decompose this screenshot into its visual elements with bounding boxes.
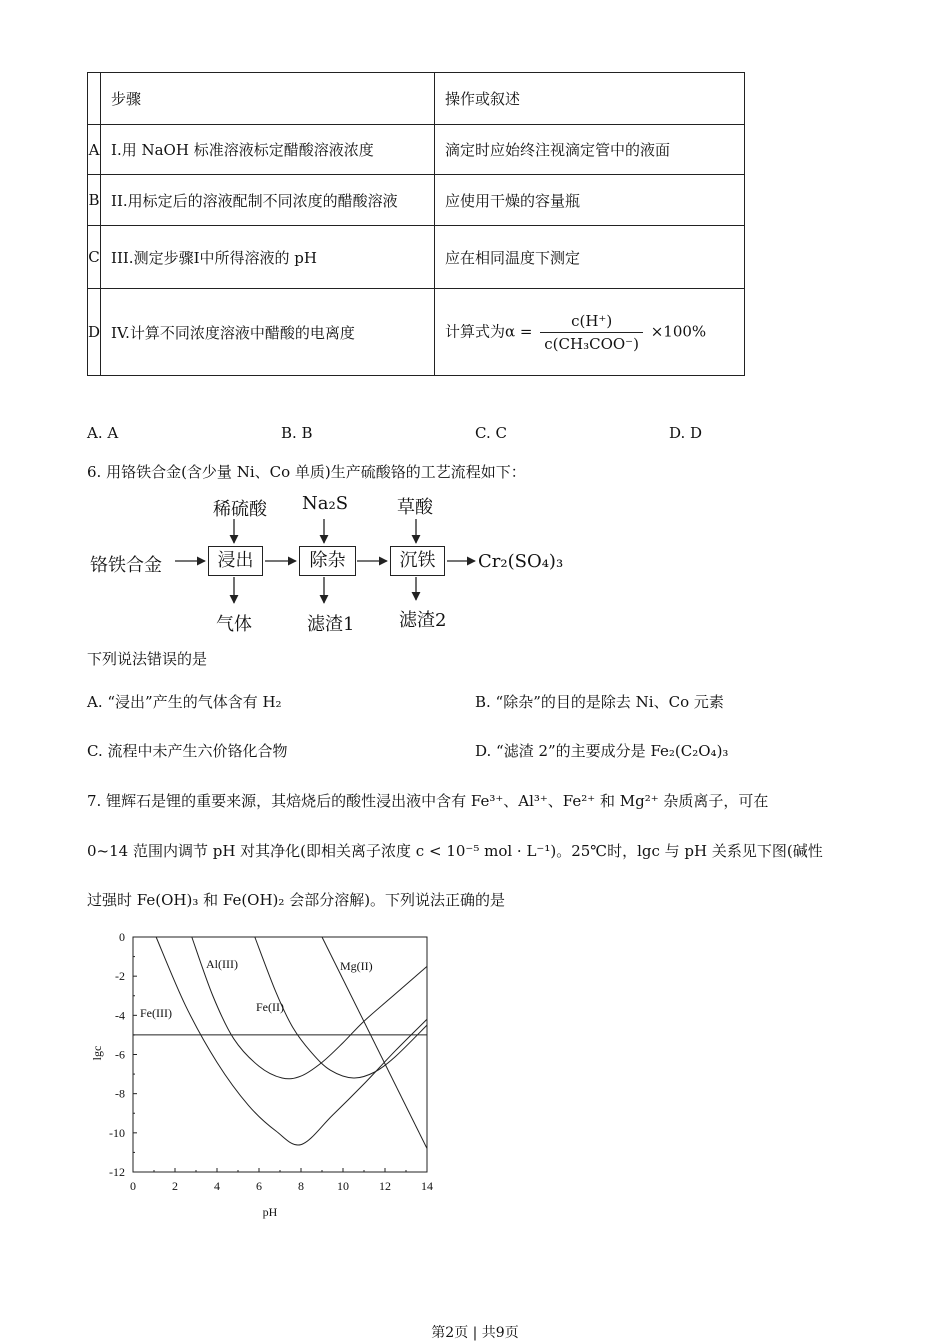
y-tick-label: -2 [115, 969, 125, 984]
row-op: 滴定时应始终注视滴定管中的液面 [435, 125, 745, 175]
series-label: Fe(III) [140, 1006, 172, 1020]
start-material: 铬铁合金 [90, 555, 162, 576]
fraction-numerator: c(H⁺) [540, 312, 643, 333]
row-letter: B [88, 175, 101, 226]
step-box-impurity-removal: 除杂 [299, 546, 356, 576]
series-line-mgii [322, 937, 427, 1149]
q7-line-1: 7. 锂辉石是锂的重要来源，其焙烧后的酸性浸出液中含有 Fe³⁺、Al³⁺、Fe²⁺ 和 Mg²⁺ 杂质离子，可在 [87, 792, 769, 810]
series-label: Fe(II) [256, 1000, 284, 1014]
fraction-denominator: c(CH₃COO⁻) [544, 334, 639, 353]
q6-prompt: 下列说法错误的是 [87, 650, 208, 668]
y-tick-label: -12 [109, 1165, 125, 1179]
x-tick-label: 12 [379, 1179, 391, 1193]
row-step: II.用标定后的溶液配制不同浓度的醋酸溶液 [101, 175, 435, 226]
step-box-iron-precipitation: 沉铁 [390, 546, 445, 576]
x-tick-label: 2 [172, 1179, 178, 1193]
q6-stem: 6. 用铬铁合金(含少量 Ni、Co 单质)生产硫酸铬的工艺流程如下： [87, 463, 526, 481]
q7-line-3: 过强时 Fe(OH)₃ 和 Fe(OH)₂ 会部分溶解)。下列说法正确的是 [87, 891, 506, 909]
q7-line-2: 0~14 范围内调节 pH 对其净化(即相关离子浓度 c < 10⁻⁵ mol · L⁻¹)。25℃时，lgc 与 pH 关系见下图(碱性 [87, 842, 823, 860]
reagent-na2s: Na₂S [302, 493, 349, 514]
x-tick-label: 0 [130, 1179, 136, 1193]
row-step: I.用 NaOH 标准溶液标定醋酸溶液浓度 [101, 125, 435, 175]
row-letter: A [88, 125, 101, 175]
q5-option-d: D. D [669, 424, 703, 442]
series-line-feiii [156, 937, 427, 1145]
q5-option-c: C. C [475, 424, 507, 442]
product-label: Cr₂(SO₄)₃ [478, 551, 564, 572]
y-tick-label: -10 [109, 1125, 125, 1140]
y-tick-label: -8 [115, 1086, 125, 1101]
x-tick-label: 8 [298, 1179, 304, 1193]
q6-option-c: C. 流程中未产生六价铬化合物 [87, 742, 288, 760]
plot-frame [133, 937, 427, 1172]
reagent-oxalic-acid: 草酸 [397, 497, 433, 518]
row-op: 应在相同温度下测定 [435, 226, 745, 289]
row-op: 应使用干燥的容量瓶 [435, 175, 745, 226]
header-step-cell: 步骤 [101, 73, 435, 125]
series-label: Mg(II) [340, 959, 373, 973]
series-label: Al(III) [206, 957, 238, 971]
x-axis-label: pH [262, 1205, 278, 1219]
y-tick-label: -6 [115, 1047, 125, 1062]
q6-option-b: B. “除杂”的目的是除去 Ni、Co 元素 [475, 693, 724, 711]
row-letter: C [88, 226, 101, 289]
x-tick-label: 6 [256, 1179, 262, 1193]
q6-option-d: D. “滤渣 2”的主要成分是 Fe₂(C₂O₄)₃ [475, 742, 729, 760]
step-box-leaching: 浸出 [208, 546, 263, 576]
q5-option-a: A. A [87, 424, 119, 442]
header-op-cell: 操作或叙述 [435, 73, 745, 125]
output-residue-2: 滤渣2 [399, 610, 447, 631]
row-letter: D [88, 289, 101, 376]
q5-option-b: B. B [281, 424, 313, 442]
x-tick-label: 14 [421, 1179, 433, 1193]
reagent-sulfuric-acid: 稀硫酸 [213, 499, 267, 520]
q6-option-a: A. “浸出”产生的气体含有 H₂ [87, 693, 282, 711]
page-footer: 第2页 | 共9页 [431, 1325, 519, 1341]
output-residue-1: 滤渣1 [307, 614, 355, 635]
formula-prefix: 计算式为α = [445, 322, 533, 340]
row-step: III.测定步骤I中所得溶液的 pH [101, 226, 435, 289]
y-tick-label: -4 [115, 1008, 125, 1023]
y-tick-label: 0 [119, 930, 125, 944]
output-gas: 气体 [216, 614, 252, 635]
x-tick-label: 10 [337, 1179, 349, 1193]
formula-suffix: ×100% [650, 322, 707, 340]
row-step: IV.计算不同浓度溶液中醋酸的电离度 [101, 289, 435, 376]
y-axis-label: lgc [90, 1045, 104, 1061]
x-tick-label: 4 [214, 1179, 220, 1193]
